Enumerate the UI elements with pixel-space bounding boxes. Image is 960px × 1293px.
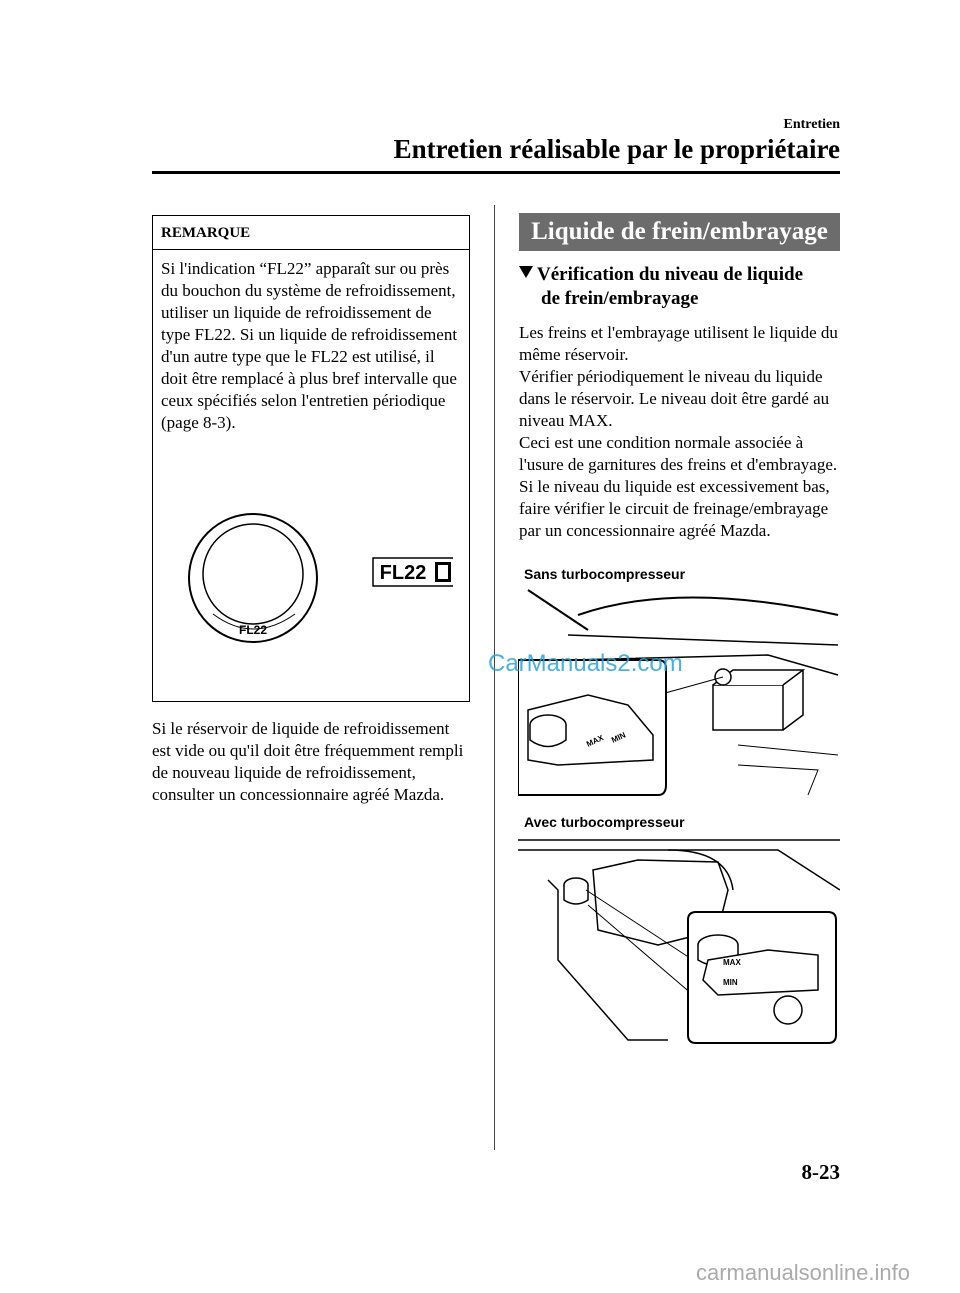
subsection-line2: de frein/embrayage <box>541 288 699 309</box>
header-section: Entretien <box>783 117 840 132</box>
section-title: Liquide de frein/embrayage <box>519 213 840 251</box>
fig2-min-label: MIN <box>723 978 738 987</box>
engine-bay-turbo-illustration <box>518 830 840 1050</box>
fl22-tag-label: FL22 <box>379 562 427 584</box>
note-box <box>152 215 470 702</box>
page-number: 8-23 <box>801 1160 840 1184</box>
subsection-line1: Vérification du niveau de liquide <box>537 264 804 285</box>
brake-paragraph-3: Ceci est une condition normale associée à l'usure de garnitures des freins et d'embrayage. Si le niveau du liquide est excessivement bas, faire vérifier le circuit de freinage/embrayage par un concessionnaire agréé Mazda. <box>519 433 838 540</box>
engine-bay-no-turbo-illustration <box>518 585 840 800</box>
fig1-min-label: MIN <box>610 730 628 745</box>
watermark: CarManuals2.com <box>488 650 683 677</box>
coolant-paragraph: Si le réservoir de liquide de refroidissement est vide ou qu'il doit être fréquemment rempli de nouveau liquide de refroidissement, consulter un concessionnaire agréé Mazda. <box>152 719 464 804</box>
fig1-label: Sans turbocompresseur <box>524 566 686 582</box>
fig2-label: Avec turbocompresseur <box>524 814 685 830</box>
brake-paragraphs <box>519 322 844 542</box>
brake-paragraph-1: Les freins et l'embrayage utilisent le liquide du même réservoir. <box>519 323 838 364</box>
header-rule <box>152 171 840 174</box>
subsection-title <box>519 263 839 311</box>
note-text: Si l'indication “FL22” apparaît sur ou près du bouchon du système de refroidissement, utiliser un liquide de refroidissement de type FL22. Si un liquide de refroidissement d'un autre type que le FL22 est utilisé, il doit être remplacé à plus bref intervalle que ceux spécifiés selon l'entretien périodique (page 8-3). <box>161 259 458 432</box>
footer-site: carmanualsonline.info <box>695 1260 910 1285</box>
page-title: Entretien réalisable par le propriétaire <box>393 134 840 164</box>
brake-paragraph-2: Vérifier périodiquement le niveau du liquide dans le réservoir. Le niveau doit être gardé au niveau MAX. <box>519 367 830 430</box>
fig1-max-label: MAX <box>585 733 605 749</box>
fl22-cap-illustration <box>173 506 453 656</box>
note-heading: REMARQUE <box>153 216 469 250</box>
cap-fl22-label: FL22 <box>238 623 268 637</box>
fig2-max-label: MAX <box>723 958 741 967</box>
triangle-bullet-icon <box>519 266 533 278</box>
